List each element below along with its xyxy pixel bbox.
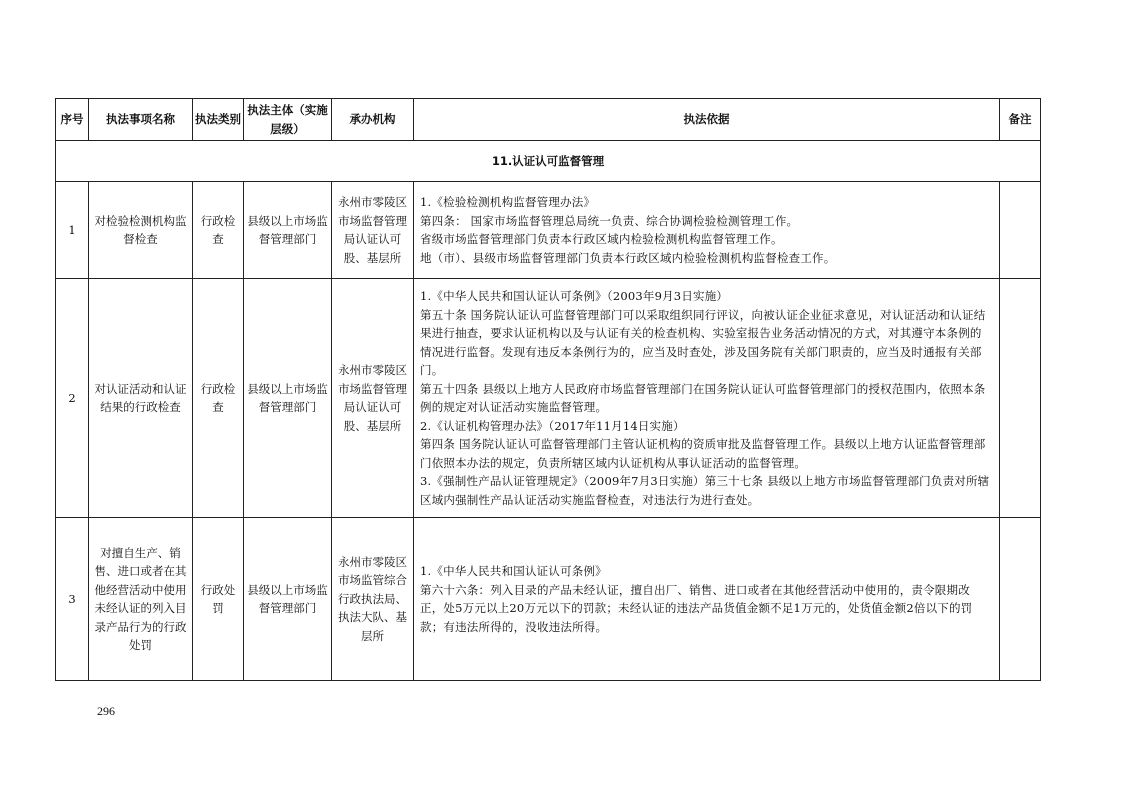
basis-line: 1.《检验检测机构监督管理办法》 [420, 195, 596, 209]
header-remarks: 备注 [1000, 99, 1041, 141]
basis-line: 省级市场监督管理部门负责本行政区域内检验检测机构监督管理工作。 [420, 232, 783, 246]
header-subject: 执法主体（实施层级） [244, 99, 332, 141]
row-remarks [1000, 518, 1041, 681]
header-category: 执法类别 [193, 99, 244, 141]
table-row [56, 279, 1041, 518]
basis-line: 3.《强制性产品认证管理规定》（2009年7月3日实施）第三十七条 县级以上地方市场监督管理部门负责对所辖区域内强制性产品认证活动实施监督检查，对违法行为进行查处。 [420, 474, 990, 507]
row-remarks [1000, 182, 1041, 279]
row-no: 2 [56, 279, 89, 518]
row-basis [414, 518, 1000, 681]
basis-line: 1.《中华人民共和国认证认可条例》 [420, 564, 607, 578]
row-no: 1 [56, 182, 89, 279]
row-remarks [1000, 279, 1041, 518]
row-category: 行政检查 [193, 279, 244, 518]
enforcement-table [55, 98, 1041, 681]
row-agency: 永州市零陵区市场监督管理局认证认可股、基层所 [332, 279, 414, 518]
section-title: 11.认证认可监督管理 [56, 141, 1041, 182]
basis-line: 第四条： 国家市场监督管理总局统一负责、综合协调检验检测管理工作。 [420, 213, 799, 228]
row-category: 行政处罚 [193, 518, 244, 681]
section-row [56, 141, 1041, 182]
table-header-row [56, 99, 1041, 141]
row-item: 对认证活动和认证结果的行政检查 [89, 279, 193, 518]
header-agency: 承办机构 [332, 99, 414, 141]
table-row [56, 518, 1041, 681]
table-row [56, 182, 1041, 279]
basis-line: 地（市）、县级市场监督管理部门负责本行政区域内检验检测机构监督检查工作。 [420, 250, 836, 265]
header-item: 执法事项名称 [89, 99, 193, 141]
basis-line: 2.《认证机构管理办法》（2017年11月14日实施） [420, 418, 685, 433]
row-subject: 县级以上市场监督管理部门 [244, 279, 332, 518]
basis-line: 第六十六条：列入目录的产品未经认证，擅自出厂、销售、进口或者在其他经营活动中使用的，责令限期改正，处5万元以上20万元以下的罚款；未经认证的违法产品货值金额不足1万元的，处货值金额2倍以下的罚款；有违法所得的，没收违法所得。 [420, 582, 973, 634]
row-item: 对擅自生产、销售、进口或者在其他经营活动中使用未经认证的列入目录产品行为的行政处罚 [89, 518, 193, 681]
page-number: 296 [97, 704, 115, 718]
row-no: 3 [56, 518, 89, 681]
basis-line: 第五十条 国务院认证认可监督管理部门可以采取组织同行评议，向被认证企业征求意见，对认证活动和认证结果进行抽查，要求认证机构以及与认证有关的检查机构、实验室报告业务活动情况的方式，对其遵守本条例的情况进行监督。发现有违反本条例行为的，应当及时查处，涉及国务院有关部门职责的，应当及时通报有关部门。 [420, 307, 986, 377]
basis-line: 1.《中华人民共和国认证认可条例》（2003年9月3日实施） [420, 289, 729, 303]
row-subject: 县级以上市场监督管理部门 [244, 182, 332, 279]
header-seq: 序号 [56, 99, 89, 141]
row-basis [414, 279, 1000, 518]
row-category: 行政检查 [193, 182, 244, 279]
row-item: 对检验检测机构监督检查 [89, 182, 193, 279]
basis-line: 第五十四条 县级以上地方人民政府市场监督管理部门在国务院认证认可监督管理部门的授权范围内，依照本条例的规定对认证活动实施监督管理。 [420, 381, 986, 414]
row-basis [414, 182, 1000, 279]
basis-line: 第四条 国务院认证认可监督管理部门主管认证机构的资质审批及监督管理工作。县级以上地方认证监督管理部门依照本办法的规定，负责所辖区域内认证机构从事认证活动的监督管理。 [420, 437, 986, 470]
row-subject: 县级以上市场监督管理部门 [244, 518, 332, 681]
header-basis: 执法依据 [414, 99, 1000, 141]
row-agency: 永州市零陵区市场监管综合行政执法局、执法大队、基层所 [332, 518, 414, 681]
row-agency: 永州市零陵区市场监督管理局认证认可股、基层所 [332, 182, 414, 279]
